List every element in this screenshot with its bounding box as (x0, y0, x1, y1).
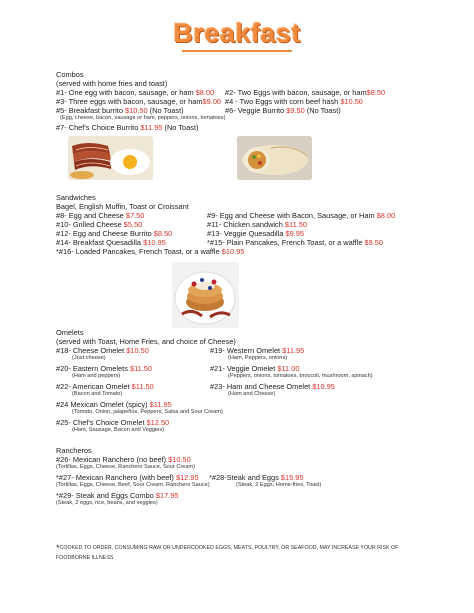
menu-item: *#15- Plain Pancakes, French Toast, or a waffle $9.50 (207, 238, 383, 247)
menu-item: *#29- Steak and Eggs Combo $17.95 (56, 491, 179, 500)
sandwiches-heading: Sandwiches (56, 193, 96, 202)
menu-item: #10- Grilled Cheese $5.50 (56, 220, 143, 229)
menu-item: #25- Chef's Choice Omelet $12.50 (56, 418, 170, 427)
menu-item: #14- Breakfast Quesadilla $10.95 (56, 238, 166, 247)
burrito-photo (237, 136, 312, 180)
menu-item: #2- Two Eggs with bacon, sausage, or ham$8.50 (225, 88, 386, 97)
menu-item: *#16- Loaded Pancakes, French Toast, or a waffle $10.95 (56, 247, 245, 256)
rancheros-heading: Rancheros (56, 446, 92, 455)
menu-item: #19- Western Omelet $11.95 (210, 346, 305, 355)
item-description: (Tortillas, Eggs, Cheese, Ranchero Sauce, Sour Cream) (56, 464, 195, 470)
pancakes-photo (172, 262, 239, 328)
menu-item: #8- Egg and Cheese $7.50 (56, 211, 145, 220)
menu-item: #20- Eastern Omelets $11.50 (56, 364, 153, 373)
menu-item: #18- Cheese Omelet $10.50 (56, 346, 149, 355)
menu-item: #5- Breakfast burrito $10.50 (No Toast) (56, 106, 184, 115)
menu-item: #1- One egg with bacon, sausage, or ham $8.00 (56, 88, 215, 97)
menu-item: *#28-Steak and Eggs $15.95 (209, 473, 304, 482)
food-safety-warning-cont: FOODBORNE ILLNESS (56, 555, 114, 561)
menu-item: *#27- Mexican Ranchero (with beef) $12.95 (56, 473, 199, 482)
item-description: (Ham and peppers) (72, 373, 121, 379)
page-title: Breakfast (173, 18, 301, 48)
menu-item: #24 Mexican Omelet (spicy) $11.95 (56, 400, 172, 409)
omelets-heading: Omelets (56, 328, 84, 337)
menu-item: #9- Egg and Cheese with Bacon, Sausage, or Ham $8.00 (207, 211, 396, 220)
omelets-subheading: (served with Toast, Home Fries, and choice of Cheese) (56, 337, 236, 346)
menu-item: #22- American Omelet $11.50 (56, 382, 154, 391)
sandwiches-subheading: Bagel, English Muffin, Toast or Croissant (56, 202, 189, 211)
menu-item: #23- Ham and Cheese Omelet $10.95 (210, 382, 335, 391)
menu-item: #11- Chicken sandwich $11.50 (207, 220, 307, 229)
item-description: (Tomato, Onion, jalapeños, Peppers, Salsa and Sour Cream) (72, 409, 223, 415)
item-description: (Steak, 2 eggs, rice, beans, and veggies) (56, 500, 158, 506)
item-description: (Bacon and Tomato) (72, 391, 123, 397)
combos-heading: Combos (56, 70, 84, 79)
menu-item: #21- Veggie Omelet $11.00 (210, 364, 300, 373)
menu-item: #13- Veggie Quesadilla $9.95 (207, 229, 304, 238)
item-description: (Ham, Peppers, onions) (228, 355, 288, 361)
item-description: (Ham, Sausage, Bacon and Veggies) (72, 427, 165, 433)
item-description: (Tortillas, Eggs, Cheese, Beef, Sour Cream, Ranchero Sauce) (56, 482, 210, 488)
menu-item: #6- Veggie Burrito $9.50 (No Toast) (225, 106, 341, 115)
item-description: (Just cheese) (72, 355, 106, 361)
item-description: (Egg, cheese, bacon, sausage or ham, peppers, onions, tomatoes) (60, 115, 226, 121)
menu-item: #3- Three eggs with bacon, sausage, or ham$9.00 (56, 97, 222, 106)
menu-item: #26- Mexican Ranchero (no beef) $10.50 (56, 455, 191, 464)
item-description: (Ham and Cheese) (228, 391, 276, 397)
menu-item: #12- Egg and Cheese Burrito $8.50 (56, 229, 173, 238)
food-safety-warning: *COOKED TO ORDER, CONSUMING RAW OR UNDERCOOKED EGGS, MEATS, POULTRY, OR SEAFOOD, MAY INCREASE YOUR RISK OF (56, 543, 399, 553)
title-underline (182, 50, 292, 52)
menu-item: #4 - Two Eggs with corn beef hash $10.50 (225, 97, 363, 106)
bacon-eggs-photo (68, 136, 153, 180)
combos-subheading: (served with home fries and toast) (56, 79, 168, 88)
item-description: (Peppers, onions, tomatoes, broccoli, mushroom, spinach) (228, 373, 373, 379)
menu-item: #7- Chef's Choice Burrito $11.95 (No Toast) (56, 123, 199, 132)
item-description: (Steak, 2 Eggs, Home-fries, Toast) (236, 482, 322, 488)
